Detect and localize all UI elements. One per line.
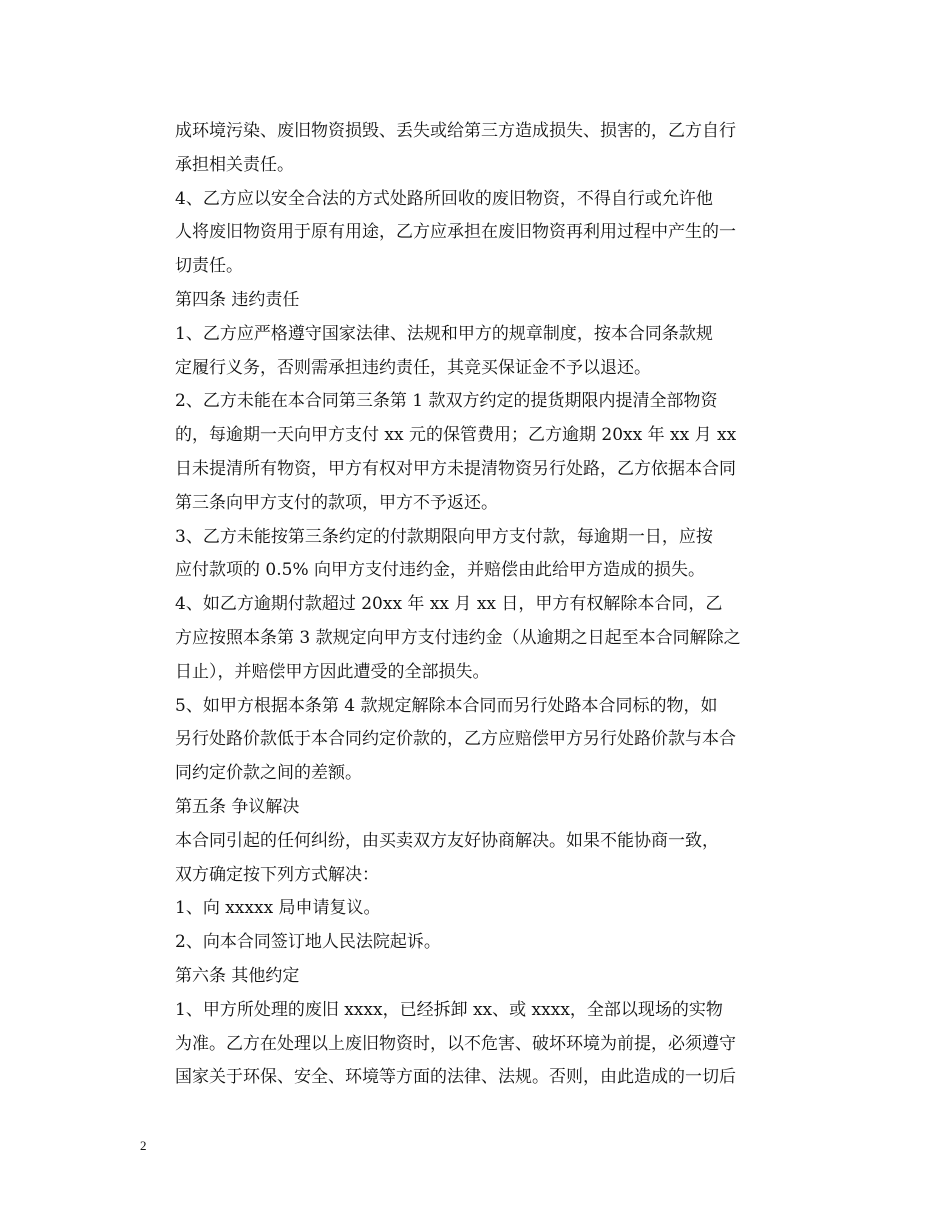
- text-line: 2、乙方未能在本合同第三条第 1 款双方约定的提货期限内提清全部物资: [175, 391, 718, 412]
- text-line: 的，每逾期一天向甲方支付 xx 元的保管费用；乙方逾期 20xx 年 xx 月 xx: [175, 425, 737, 446]
- text-line: 1、乙方应严格遵守国家法律、法规和甲方的规章制度，按本合同条款规: [175, 323, 713, 344]
- text-line: 人将废旧物资用于原有用途，乙方应承担在废旧物资再利用过程中产生的一: [175, 222, 736, 243]
- text-line: 5、如甲方根据本条第 4 款规定解除本合同而另行处路本合同标的物，如: [175, 695, 718, 716]
- page-number: 2: [140, 1138, 147, 1153]
- text-line: 切责任。: [175, 256, 243, 277]
- text-line: 2、向本合同签订地人民法院起诉。: [175, 932, 441, 953]
- text-line: 本合同引起的任何纠纷，由买卖双方友好协商解决。如果不能协商一致，: [175, 830, 719, 851]
- text-line: 承担相关责任。: [175, 154, 294, 175]
- text-line: 双方确定按下列方式解决：: [175, 864, 379, 885]
- text-line: 第五条 争议解决: [175, 796, 300, 817]
- text-line: 第六条 其他约定: [175, 965, 300, 986]
- text-line: 1、甲方所处理的废旧 xxxx，已经拆卸 xx、或 xxxx，全部以现场的实物: [175, 999, 723, 1020]
- text-line: 日未提清所有物资，甲方有权对甲方未提清物资另行处路，乙方依据本合同: [175, 458, 736, 479]
- text-line: 成环境污染、废旧物资损毁、丢失或给第三方造成损失、损害的，乙方自行: [175, 121, 736, 141]
- text-line: 同约定价款之间的差额。: [175, 763, 362, 784]
- text-line: 第四条 违约责任: [175, 289, 300, 310]
- text-line: 4、乙方应以安全合法的方式处路所回收的废旧物资，不得自行或允许他: [175, 188, 713, 209]
- text-line: 定履行义务，否则需承担违约责任，其竞买保证金不予以退还。: [175, 357, 651, 378]
- text-line: 3、乙方未能按第三条约定的付款期限向甲方支付款，每逾期一日，应按: [175, 526, 713, 547]
- text-line: 为准。乙方在处理以上废旧物资时，以不危害、破坏环境为前提，必须遵守: [175, 1033, 736, 1054]
- text-line: 1、向 xxxxx 局申请复议。: [175, 898, 381, 919]
- text-line: 国家关于环保、安全、环境等方面的法律、法规。否则，由此造成的一切后: [175, 1067, 736, 1088]
- text-line: 4、如乙方逾期付款超过 20xx 年 xx 月 xx 日，甲方有权解除本合同，乙: [175, 594, 723, 615]
- text-line: 日止），并赔偿甲方因此遭受的全部损失。: [175, 661, 490, 682]
- text-line: 方应按照本条第 3 款规定向甲方支付违约金（从逾期之日起至本合同解除之: [175, 627, 741, 648]
- text-line: 应付款项的 0.5% 向甲方支付违约金，并赔偿由此给甲方造成的损失。: [175, 560, 705, 581]
- text-line: 第三条向甲方支付的款项，甲方不予返还。: [175, 492, 498, 513]
- contract-body-text: [175, 115, 815, 1095]
- text-line: 另行处路价款低于本合同约定价款的，乙方应赔偿甲方另行处路价款与本合: [175, 729, 736, 750]
